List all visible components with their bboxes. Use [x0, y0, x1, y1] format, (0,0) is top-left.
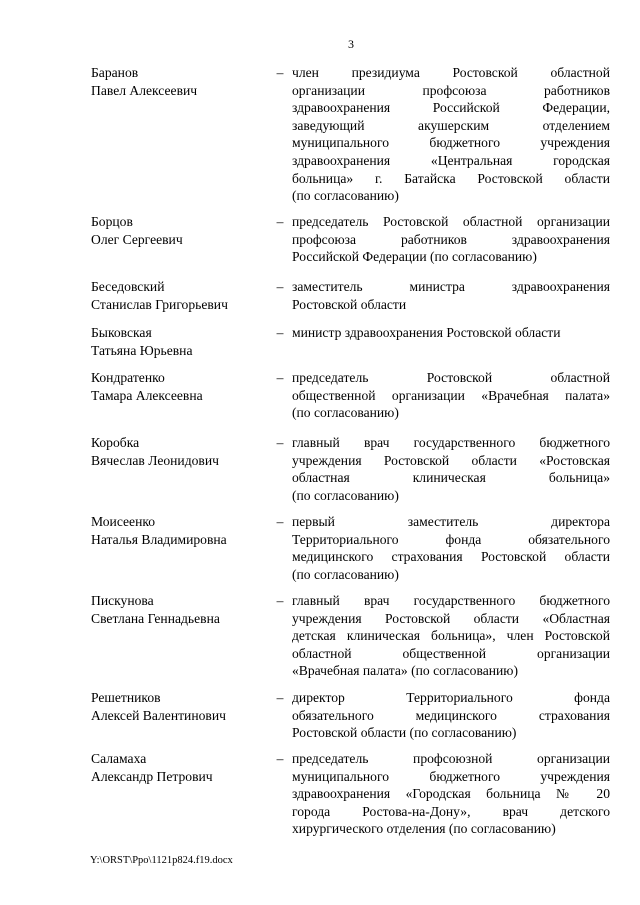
member-given-names: Тамара Алексеевна	[91, 387, 203, 403]
dash-separator: –	[276, 279, 284, 294]
position-line: министр здравоохранения Ростовской области	[292, 325, 561, 340]
member-surname: Моисеенко	[91, 514, 156, 529]
dash-separator: –	[276, 593, 284, 608]
member-surname: Решетников	[91, 690, 161, 705]
position-line: города Ростова-на-Дону», врач детского	[292, 803, 610, 819]
dash-separator: –	[276, 325, 284, 340]
member-position	[292, 592, 610, 680]
position-line: Территориального фонда обязательного	[292, 531, 610, 547]
dash-separator: –	[276, 214, 284, 229]
member-name	[91, 278, 271, 313]
member-position	[292, 278, 610, 313]
member-given-names: Светлана Геннадьевна	[91, 610, 220, 626]
position-line: (по согласованию)	[292, 188, 399, 204]
position-line: медицинского страхования Ростовской области	[292, 549, 610, 565]
dash-separator: –	[276, 690, 284, 705]
position-line: «Врачебная палата» (по согласованию)	[292, 663, 518, 679]
member-surname: Борцов	[91, 214, 133, 229]
member-given-names: Станислав Григорьевич	[91, 296, 228, 312]
member-name	[91, 513, 271, 548]
member-position	[292, 64, 610, 205]
position-line: здравоохранения Российской Федерации,	[292, 100, 610, 116]
member-name	[91, 64, 271, 99]
position-line: председатель Ростовской областной	[292, 370, 610, 385]
member-entry	[91, 513, 611, 583]
member-name	[91, 689, 271, 724]
member-entry	[91, 324, 611, 358]
member-name	[91, 213, 271, 248]
member-position	[292, 689, 610, 742]
member-given-names: Татьяна Юрьевна	[91, 342, 193, 358]
member-name	[91, 750, 271, 785]
member-surname: Беседовский	[91, 279, 165, 294]
member-entry	[91, 278, 611, 313]
member-name	[91, 324, 271, 359]
position-line: здравоохранения «Городская больница № 20	[292, 786, 610, 802]
member-surname: Коробка	[91, 435, 140, 450]
member-entry	[91, 750, 611, 838]
position-line: обязательного медицинского страхования	[292, 707, 610, 723]
member-name	[91, 592, 271, 627]
member-surname: Пискунова	[91, 593, 154, 608]
position-line: главный врач государственного бюджетного	[292, 593, 610, 608]
dash-separator: –	[276, 751, 284, 766]
member-position	[292, 434, 610, 504]
position-line: областной общественной организации	[292, 645, 610, 661]
dash-separator: –	[276, 435, 284, 450]
position-line: Российской Федерации (по согласованию)	[292, 249, 537, 265]
dash-separator: –	[276, 514, 284, 529]
member-entry	[91, 369, 611, 422]
member-surname: Баранов	[91, 65, 139, 80]
member-surname: Кондратенко	[91, 370, 165, 385]
position-line: главный врач государственного бюджетного	[292, 435, 610, 450]
member-entry	[91, 434, 611, 504]
member-position	[292, 750, 610, 838]
member-position	[292, 324, 610, 342]
position-line: Ростовской области (по согласованию)	[292, 725, 517, 741]
member-entry	[91, 689, 611, 742]
member-given-names: Олег Сергеевич	[91, 231, 183, 247]
position-line: областная клиническая больница»	[292, 470, 610, 486]
position-line: муниципального бюджетного учреждения	[292, 768, 610, 784]
position-line: учреждения Ростовской области «Ростовская	[292, 452, 610, 468]
position-line: общественной организации «Врачебная палата»	[292, 387, 610, 403]
position-line: директор Территориального фонда	[292, 690, 610, 705]
member-name	[91, 369, 271, 404]
member-given-names: Алексей Валентинович	[91, 707, 226, 723]
dash-separator: –	[276, 65, 284, 80]
member-given-names: Наталья Владимировна	[91, 531, 227, 547]
position-line: председатель профсоюзной организации	[292, 751, 610, 766]
position-line: (по согласованию)	[292, 405, 399, 421]
position-line: профсоюза работников здравоохранения	[292, 231, 610, 247]
member-position	[292, 513, 610, 583]
position-line: (по согласованию)	[292, 487, 399, 503]
footer-file-path: Y:\ORST\Ppo\1121p824.f19.docx	[90, 855, 233, 866]
position-line: первый заместитель директора	[292, 514, 610, 529]
position-line: заведующий акушерским отделением	[292, 117, 610, 133]
member-surname: Саламаха	[91, 751, 147, 766]
member-given-names: Александр Петрович	[91, 768, 213, 784]
position-line: председатель Ростовской областной организации	[292, 214, 610, 229]
member-position	[292, 213, 610, 266]
position-line: организации профсоюза работников	[292, 82, 610, 98]
position-line: член президиума Ростовской областной	[292, 65, 610, 80]
member-entry	[91, 213, 611, 266]
dash-separator: –	[276, 370, 284, 385]
position-line: здравоохранения «Центральная городская	[292, 152, 610, 168]
member-given-names: Вячеслав Леонидович	[91, 452, 219, 468]
position-line: Ростовской области	[292, 296, 407, 312]
position-line: муниципального бюджетного учреждения	[292, 135, 610, 151]
member-position	[292, 369, 610, 422]
member-entry	[91, 64, 611, 205]
position-line: (по согласованию)	[292, 566, 399, 582]
position-line: учреждения Ростовской области «Областная	[292, 610, 610, 626]
member-entry	[91, 592, 611, 680]
position-line: хирургического отделения (по согласованию)	[292, 821, 556, 837]
position-line: детская клиническая больница», член Ростовской	[292, 628, 610, 644]
member-surname: Быковская	[91, 325, 152, 340]
position-line: заместитель министра здравоохранения	[292, 279, 610, 294]
page-number: 3	[348, 37, 354, 51]
member-name	[91, 434, 271, 469]
member-given-names: Павел Алексеевич	[91, 82, 198, 98]
position-line: больница» г. Батайска Ростовской области	[292, 170, 610, 186]
